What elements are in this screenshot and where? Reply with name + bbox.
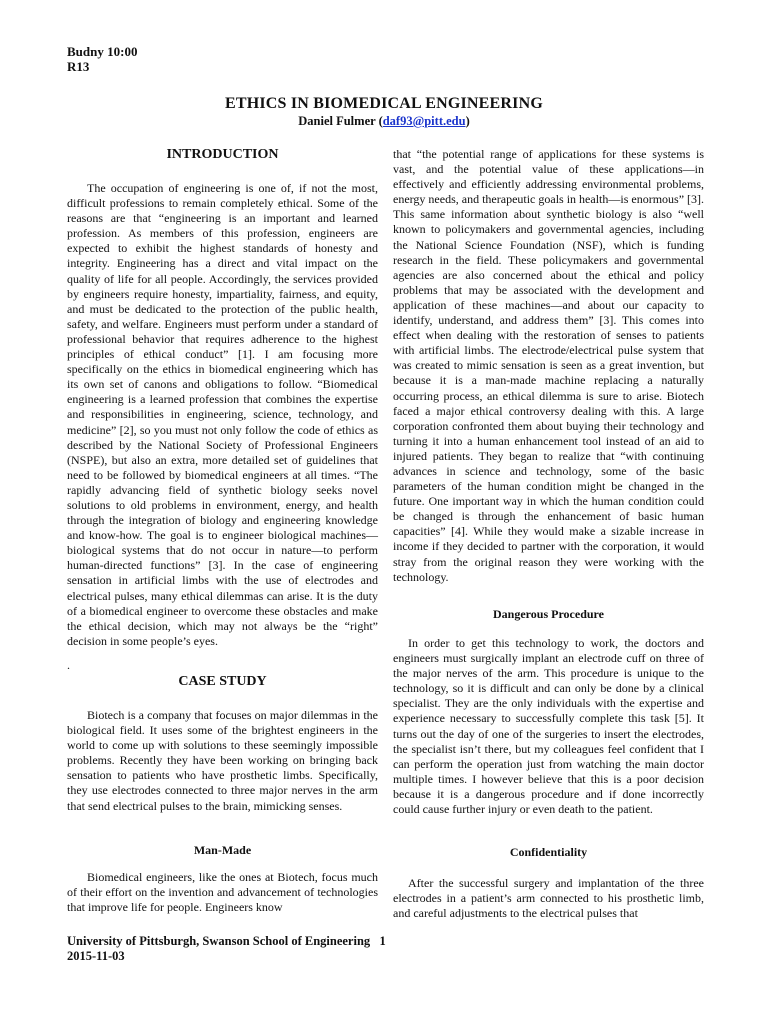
recitation-label: R13 [67, 59, 90, 74]
dangerous-procedure-heading: Dangerous Procedure [493, 607, 604, 621]
confidentiality-paragraph: After the successful surgery and implantation of the three electrodes in a patient’s arm connected to his prosthetic limb, and careful adjustments to the electrical pulses that [393, 876, 704, 921]
paper-title: ETHICS IN BIOMEDICAL ENGINEERING [224, 95, 544, 112]
author-email-link[interactable]: daf93@pitt.edu [382, 114, 466, 128]
footer-date: 2015-11-03 [67, 949, 125, 963]
course-section-label: Budny 10:00 [67, 44, 138, 59]
author-line [0, 114, 768, 129]
page-number: 1 [379, 934, 386, 948]
confidentiality-heading: Confidentiality [509, 845, 588, 859]
author-close-paren: ) [465, 114, 470, 128]
man-made-heading: Man-Made [193, 843, 252, 857]
case-study-paragraph: Biotech is a company that focuses on major dilemmas in the biological field. It uses some of the brightest engineers in the world to come up with solutions to these seemingly impossible problems. Recently they have been working on bringing back sensation to patients who have prosthetic limbs. Specifically, they use electrodes connected to three major nerves in the arm that send electrical pulses to the brain, mimicking senses. [67, 708, 378, 813]
introduction-heading: INTRODUCTION [166, 147, 279, 162]
man-made-continued-paragraph: that “the potential range of applications for these systems is vast, and the potential value of these applications—in effectively and efficiently addressing environmental problems, energy needs, and therapeutic goals in health—is enormous” [3]. This same information about synthetic biology is also “well known to policymakers and governmental agencies, including the National Science Foundation (NSF), which is funding research in the field. These policymakers and governmental agencies are also concerned about the ethical and policy problems that may be associated with the development and application of these machines—and about our capacity to identify, understand, and address them” [3]. This comes into effect when dealing with the restoration of senses to patients with artificial limbs. The electrode/electrical pulse system that was created to mimic sensation is seen as a great invention, but because it is a man-made machine replacing a naturally occurring process, an ethical dilemma is sure to arise. Biotech faced a major ethical controversy dealing with this. A large corporation confronted them about buying their technology and turning it into a human enhancement tool instead of an aid to injured patients. They began to realize that “with continuing advances in science and technology, some of the basic parameters of the human condition might be changed in the future. One important way in which the human condition could be changed is through the enhancement of basic human capacities” [4]. While they would make a sizable increase in income if they decided to partner with the corporation, it would stray from the original reason they were working with the technology. [393, 147, 705, 584]
dangerous-procedure-paragraph: In order to get this technology to work, the doctors and engineers must surgically implant an electrode cuff on three of the major nerves of the arm. This procedure is unique to the technology, so it is difficult and can only be done by a clinical specialist. They are the only individuals with the expertise and experience necessary to successfully complete this task [5]. It turns out the day of one of the surgeries to insert the electrodes, the specialist isn’t there, but my colleagues feel confident that I can perform the operation just from watching the main doctor multiple times. I however believe that this is a poor decision because it is a dangerous procedure and if done incorrectly could cause further injury or even death to the patient. [393, 636, 704, 817]
man-made-paragraph: Biomedical engineers, like the ones at Biotech, focus much of their effort on the invention and advancement of technologies that improve life for people. Engineers know [67, 870, 378, 915]
stray-period: . [67, 658, 70, 672]
case-study-heading: CASE STUDY [178, 674, 267, 689]
page-footer [67, 934, 386, 964]
footer-affiliation: University of Pittsburgh, Swanson School of Engineering [67, 934, 371, 948]
introduction-paragraph: The occupation of engineering is one of, if not the most, difficult professions to remain completely ethical. Some of the reasons are that “engineering is an important and learned profession. As members of this profession, engineers are expected to exhibit the highest standards of honesty and integrity. Engineering has a direct and vital impact on the quality of life for all people. Accordingly, the services provided by engineers require honesty, impartiality, fairness, and equity, and must be dedicated to the protection of the public health, safety, and welfare. Engineers must perform under a standard of professional behavior that requires adherence to the highest principles of ethical conduct” [1]. I am focusing more specifically on the ethics in biomedical engineering which has its own set of canons and obligations to follow. “Biomedical engineering is a learned profession that combines the expertise and responsibilities in engineering, science, technology, and medicine” [2], so you must not only follow the code of ethics as described by the National Society of Professional Engineers (NSPE), but also an extra, more detailed set of guidelines that need to be followed by biomedical engineers at all times. “The rapidly advancing field of synthetic biology seeks novel solutions to old problems in environment, energy, and health through the integration of biology and engineering knowledge and know-how. The goal is to engineer biological machines—biological systems that do not occur in nature—to perform human-directed functions” [3]. In the case of engineering sensation in artificial limbs with the use of electrodes and electrical pulses, many ethical dilemmas can arise. It is the duty of a biomedical engineer to overcome these obstacles and make the ethical decision, which may not always be the “right” decision in some people’s eyes. [67, 181, 378, 648]
course-header [67, 44, 137, 74]
author-name: Daniel Fulmer ( [298, 114, 383, 128]
